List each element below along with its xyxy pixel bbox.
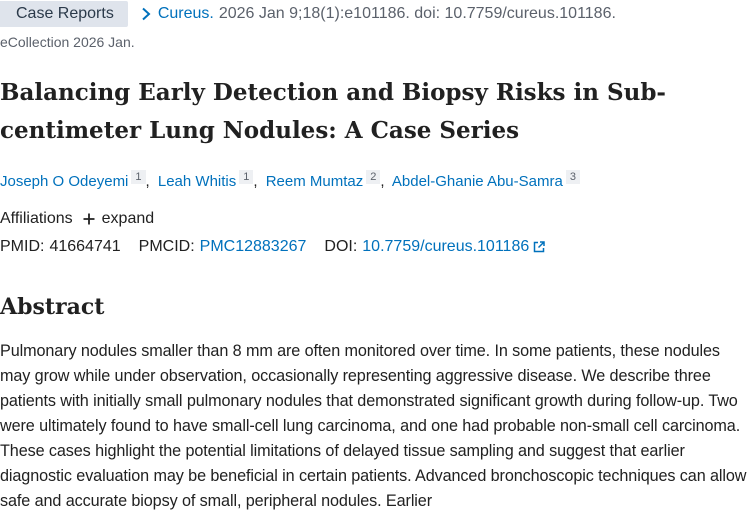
authors-list [0,170,580,190]
affiliations-row [0,210,154,228]
author-link[interactable]: Abdel-Ghanie Abu-Samra [391,173,563,190]
affiliation-number[interactable]: 2 [366,170,380,184]
author-link[interactable]: Leah Whitis [157,173,237,190]
article-identifiers [0,238,545,256]
citation-text: 2026 Jan 9;18(1):e101186. doi: 10.7759/cureus.101186. [218,5,616,22]
affiliation-number[interactable]: 1 [131,170,145,184]
doi-link[interactable]: 10.7759/cureus.101186 [362,238,530,255]
ecollection-text: eCollection 2026 Jan. [0,34,135,50]
abstract-heading: Abstract [0,294,105,320]
expand-label: expand [101,210,155,227]
pmid-value: 41664741 [49,238,121,255]
abstract-text: Pulmonary nodules smaller than 8 mm are often monitored over time. In some patients, these nodules may grow while under observation, occasionally representing aggressive disease. We describe three patients with initially small pulmonary nodules that demonstrated significant growth during follow-up. Two were ultimately found to have small-cell lung carcinoma, and one had probable non-small cell carcinoma. These cases highlight the potential limitations of delayed tissue sampling and suggest that earlier diagnostic evaluation may be beneficial in certain patients. Advanced bronchoscopic techniques can allow safe and accurate biopsy of small, peripheral nodules. Earlier [0,342,747,510]
affiliation-number[interactable]: 1 [239,170,253,184]
journal-citation [140,5,616,23]
article-title: Balancing Early Detection and Biopsy Risks in Sub-centimeter Lung Nodules: A Case Series [0,79,666,144]
external-link-icon[interactable] [533,241,545,253]
chevron-right-icon [140,7,152,21]
author-separator: , [145,173,150,190]
affiliations-expand-button[interactable] [83,210,155,228]
pmcid-link[interactable]: PMC12883267 [199,238,307,255]
journal-link[interactable]: Cureus. [157,5,214,22]
affiliation-number[interactable]: 3 [566,170,580,184]
plus-icon [83,213,95,225]
article-meta-row [0,0,616,28]
doi-label: DOI: [324,238,358,255]
pmid-label: PMID: [0,238,45,255]
affiliations-label: Affiliations [0,210,73,227]
author-link[interactable]: Joseph O Odeyemi [0,173,129,190]
author-separator: , [253,173,258,190]
author-link[interactable]: Reem Mumtaz [265,173,364,190]
pmcid-label: PMCID: [138,238,195,255]
publication-type-badge[interactable]: Case Reports [0,1,128,27]
author-separator: , [380,173,385,190]
